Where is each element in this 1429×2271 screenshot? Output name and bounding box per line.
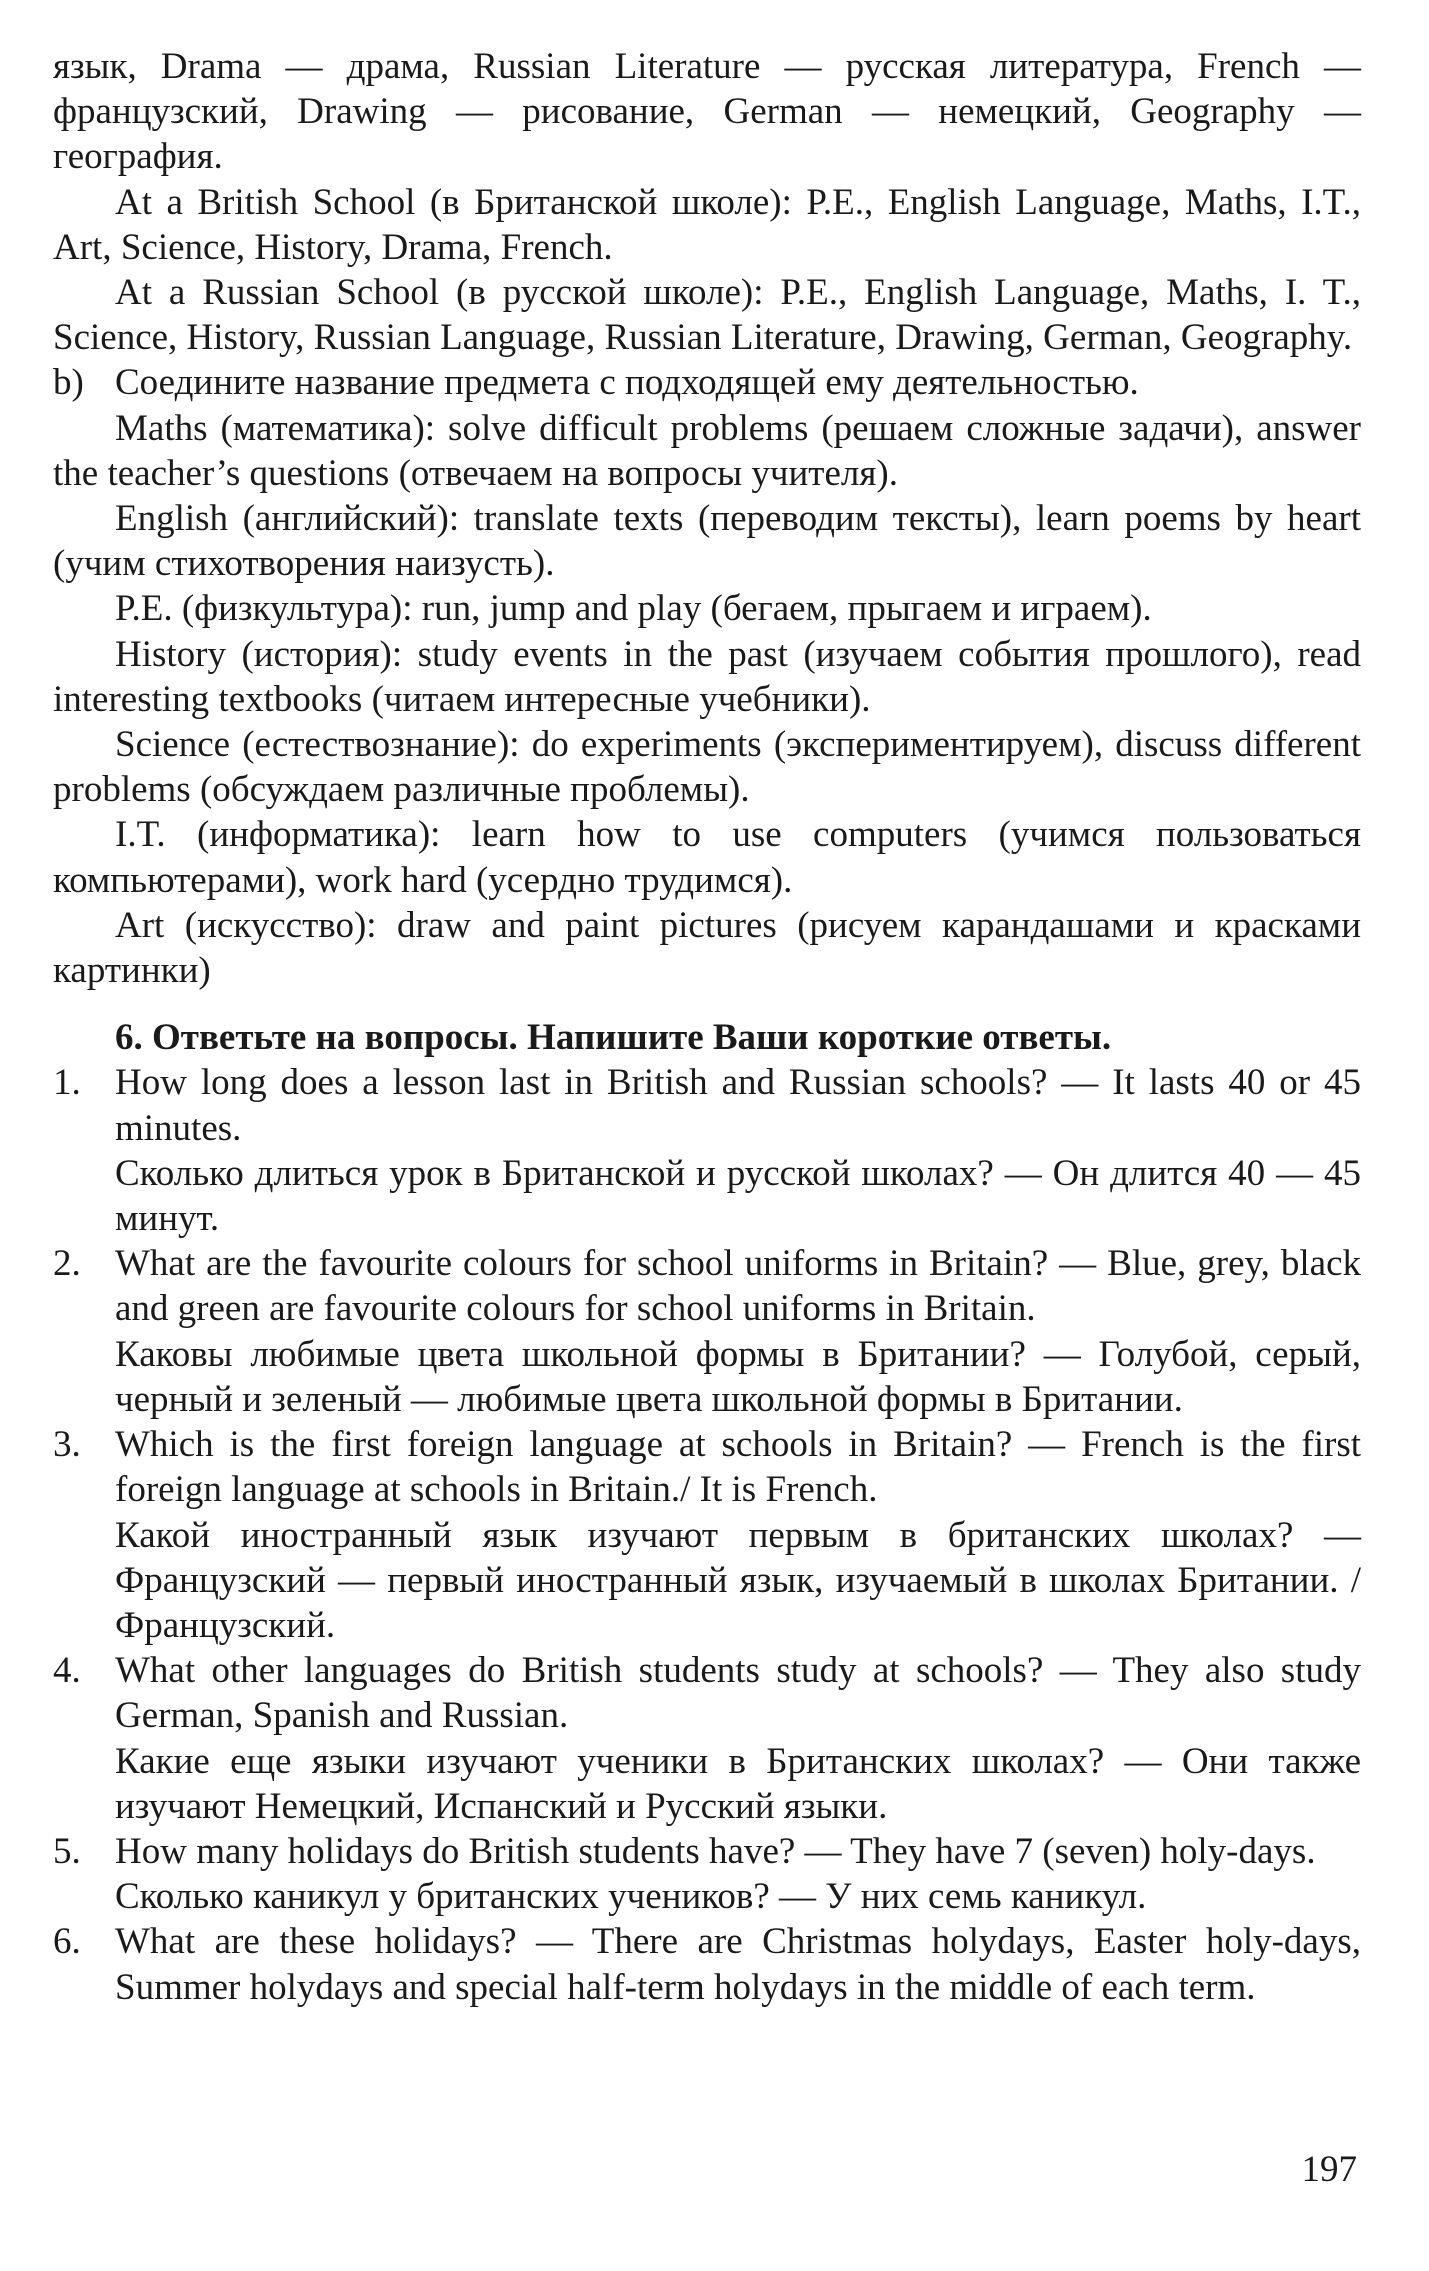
question-1 bbox=[53, 1060, 1361, 1241]
question-4 bbox=[53, 1648, 1361, 1829]
question-en: How many holidays do British students have? — They have 7 (seven) holy-days. bbox=[115, 1830, 1316, 1872]
exercise-6-heading: 6. Ответьте на вопросы. Напишите Ваши короткие ответы. bbox=[115, 1017, 1112, 1059]
question-en: What are these holidays? — There are Christmas holydays, Easter holy-days, Summer holydays and special half-term holydays in the middle of each term. bbox=[115, 1921, 1361, 2008]
question-number: 4. bbox=[53, 1650, 81, 1692]
question-en: Which is the first foreign language at schools in Britain? — French is the first foreign language at schools in Britain./ It is French. bbox=[115, 1424, 1361, 1511]
question-5 bbox=[53, 1829, 1361, 1919]
question-number: 3. bbox=[53, 1424, 81, 1466]
question-ru: Сколько каникул у британских учеников? — У них семь каникул. bbox=[115, 1876, 1147, 1918]
question-number: 5. bbox=[53, 1830, 81, 1872]
task-b-instruction: Соедините название предмета с подходящей ему деятельностью. bbox=[115, 362, 1139, 404]
question-number: 6. bbox=[53, 1921, 81, 1963]
question-en: What are the favourite colours for school uniforms in Britain? — Blue, grey, black and green are favourite colours for school uniforms in Britain. bbox=[115, 1243, 1361, 1330]
british-school-subjects: At a British School (в Британской школе): P.E., English Language, Maths, I.T., Art, Science, History, Drama, French. bbox=[53, 181, 1361, 268]
question-ru: Какие еще языки изучают ученики в Британских школах? — Они также изучают Немецкий, Испанский и Русский языки. bbox=[115, 1740, 1361, 1827]
task-b-label: b) bbox=[53, 362, 84, 404]
activity-pe: P.E. (физкультура): run, jump and play (бегаем, прыгаем и играем). bbox=[115, 588, 1152, 630]
question-6 bbox=[53, 1919, 1361, 2009]
activity-english: English (английский): translate texts (переводим тексты), learn poems by heart (учим стихотворения наизусть). bbox=[53, 498, 1361, 585]
russian-school-subjects: At a Russian School (в русской школе): P.E., English Language, Maths, I. T., Science, History, Russian Language, Russian Literature, Drawing, German, Geography. bbox=[53, 272, 1361, 359]
question-number: 1. bbox=[53, 1062, 81, 1104]
question-ru: Какой иностранный язык изучают первым в британских школах? — Французский — первый иностранный язык, изучаемый в школах Британии. / Французский. bbox=[115, 1514, 1361, 1646]
activity-maths: Maths (математика): solve difficult problems (решаем сложные задачи), answer the teacher’s questions (отвечаем на вопросы учителя). bbox=[53, 407, 1361, 494]
activity-art: Art (искусство): draw and paint pictures (рисуем карандашами и красками картинки) bbox=[53, 904, 1361, 992]
page-content bbox=[53, 44, 1361, 2010]
question-3 bbox=[53, 1422, 1361, 1648]
question-ru: Каковы любимые цвета школьной формы в Британии? — Голубой, серый, черный и зеленый — любимые цвета школьной формы в Британии. bbox=[115, 1333, 1361, 1420]
question-ru: Сколько длиться урок в Британской и русской школах? — Он длится 40 — 45 минут. bbox=[115, 1152, 1361, 1240]
question-number: 2. bbox=[53, 1243, 81, 1285]
vocabulary-paragraph: язык, Drama — драма, Russian Literature — русская литература, French — французский, Drawing — рисование, German — немецкий, Geography — география. bbox=[53, 46, 1361, 178]
activity-science: Science (естествознание): do experiments (экспериментируем), discuss different problems (обсуждаем различные проблемы). bbox=[53, 724, 1361, 811]
activity-it: I.T. (информатика): learn how to use computers (учимся пользоваться компьютерами), work hard (усердно трудимся). bbox=[53, 814, 1361, 901]
activity-history: History (история): study events in the past (изучаем события прошлого), read interesting textbooks (читаем интересные учебники). bbox=[53, 633, 1361, 720]
task-b bbox=[53, 360, 1361, 405]
question-en: What other languages do British students study at schools? — They also study German, Spanish and Russian. bbox=[115, 1650, 1361, 1737]
question-2 bbox=[53, 1241, 1361, 1422]
question-en: How long does a lesson last in British and Russian schools? — It lasts 40 or 45 minutes. bbox=[115, 1062, 1361, 1149]
page-number: 197 bbox=[1301, 2149, 1357, 2190]
